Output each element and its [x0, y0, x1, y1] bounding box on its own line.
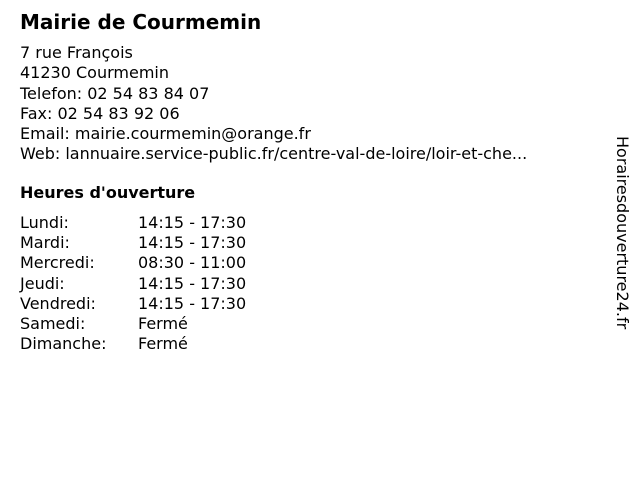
opening-hours-heading: Heures d'ouverture [20, 183, 196, 202]
day-label: Lundi: [20, 213, 69, 232]
time-value: 14:15 - 17:30 [138, 273, 247, 293]
phone-number: Telefon: 02 54 83 84 07 [20, 83, 210, 103]
contact-block [20, 43, 527, 165]
time-value: Fermé [138, 314, 188, 334]
day-label: Jeudi: [20, 273, 65, 293]
site-watermark: Horairesdouverture24.fr [613, 136, 632, 330]
day-label: Samedi: [20, 314, 86, 334]
hours-row-tuesday [20, 233, 246, 253]
hours-row-saturday [20, 314, 246, 334]
day-label: Vendredi: [20, 293, 96, 313]
hours-row-sunday [20, 334, 246, 354]
business-name: Mairie de Courmemin [20, 10, 262, 34]
time-value: 08:30 - 11:00 [138, 253, 247, 273]
address-street: 7 rue François [20, 43, 133, 62]
day-label: Mardi: [20, 233, 70, 253]
hours-row-friday [20, 294, 246, 314]
hours-row-monday [20, 213, 246, 233]
time-value: 14:15 - 17:30 [138, 293, 247, 313]
fax-number: Fax: 02 54 83 92 06 [20, 103, 180, 123]
time-value: Fermé [138, 334, 188, 354]
opening-hours-table [20, 213, 246, 354]
time-value: 14:15 - 17:30 [138, 213, 247, 232]
website-url: Web: lannuaire.service-public.fr/centre-val-de-loire/loir-et-che... [20, 144, 528, 164]
address-city: 41230 Courmemin [20, 63, 169, 83]
hours-row-thursday [20, 274, 246, 294]
email-address: Email: mairie.courmemin@orange.fr [20, 124, 311, 144]
day-label: Dimanche: [20, 334, 107, 354]
time-value: 14:15 - 17:30 [138, 233, 247, 253]
day-label: Mercredi: [20, 253, 95, 273]
hours-row-wednesday [20, 253, 246, 273]
